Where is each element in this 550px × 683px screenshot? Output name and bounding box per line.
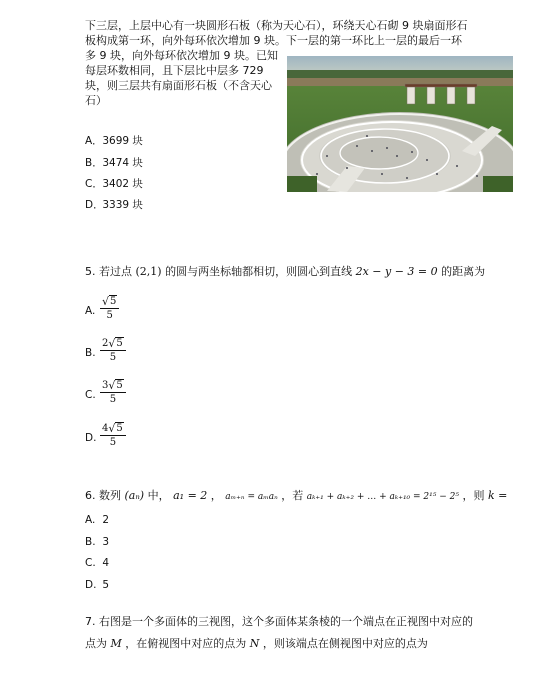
q4-line-4: 每层环数相同，且下层比中层多 729 <box>85 64 264 77</box>
option-label: C. <box>85 557 96 569</box>
denominator: 5 <box>106 310 113 321</box>
q5-suffix: 的距离为 <box>441 265 486 278</box>
q4-line-6: 石） <box>85 94 107 107</box>
q7-text-a: 点为 <box>85 637 107 650</box>
option-text: 2 <box>102 514 110 526</box>
q7-line-2 <box>85 636 428 651</box>
q6-k: k = <box>487 489 508 502</box>
q4-line-3: 多 9 块，向外每环依次增加 9 块。已知 <box>85 49 278 62</box>
q6-stem <box>85 488 507 505</box>
coef: 4 <box>102 423 109 434</box>
q6-option-b[interactable] <box>85 536 109 548</box>
q5-option-a-label[interactable]: A. <box>85 305 96 317</box>
option-label: D． <box>85 199 104 211</box>
q6-option-c[interactable] <box>85 557 109 569</box>
q6-a1: a₁ = 2 <box>173 489 208 502</box>
q4-option-a[interactable] <box>85 133 143 148</box>
coef: 3 <box>102 380 109 391</box>
radicand: 5 <box>116 338 123 349</box>
q4-option-b[interactable] <box>85 155 143 170</box>
q5-line-equation: 2x − y − 3 = 0 <box>355 265 438 278</box>
coef: 2 <box>102 338 109 349</box>
denominator: 5 <box>109 352 117 363</box>
q7-text-b: ，在俯视图中对应的点为 <box>125 637 247 650</box>
q4-line-2: 板构成第一环，向外每环依次增加 9 块。下一层的第一环比上一层的最后一环 <box>85 34 462 47</box>
radicand: 5 <box>116 423 123 434</box>
q4-line-1: 下三层，上层中心有一块圆形石板（称为天心石），环绕天心石砌 9 块扇面形石 <box>85 19 468 32</box>
option-text: 3402 块 <box>102 178 143 190</box>
q4-option-c[interactable] <box>85 176 143 191</box>
option-label: A. <box>85 514 96 526</box>
q7-point-n: N <box>249 637 260 650</box>
option-label: A． <box>85 135 103 147</box>
q6-sum-equation: aₖ₊₁ + aₖ₊₂ + … + aₖ₊₁₀ = 2¹⁵ − 2⁵ <box>306 492 459 502</box>
q5-option-c-fraction <box>100 379 126 406</box>
q6-sequence: (aₙ) <box>124 489 145 502</box>
option-text: 3339 块 <box>102 199 143 211</box>
denominator: 5 <box>109 437 117 448</box>
q6-text-1: 中， <box>147 489 170 502</box>
q7-point-m: M <box>110 637 122 650</box>
option-label: B． <box>85 157 103 169</box>
denominator: 5 <box>109 394 117 405</box>
q5-stem <box>85 264 485 279</box>
q6-text-2: ， <box>210 489 222 502</box>
option-label: B. <box>85 536 96 548</box>
option-text: 5 <box>102 579 110 591</box>
q5-mid: 的圆与两坐标轴都相切，则圆心到直线 <box>165 265 353 278</box>
q4-line-5: 块，则三层共有扇面形石板（不含天心 <box>85 79 272 92</box>
option-text: 3 <box>102 536 110 548</box>
q5-option-b-fraction <box>100 337 126 364</box>
q7-text-c: ，则该端点在侧视图中对应的点为 <box>262 637 428 650</box>
q5-option-d-fraction <box>100 422 126 449</box>
q6-text-4: ，则 <box>462 489 485 502</box>
option-text: 4 <box>102 557 110 569</box>
option-label: D. <box>85 579 97 591</box>
q5-option-c-label[interactable]: C. <box>85 389 96 401</box>
q6-option-d[interactable] <box>85 579 109 591</box>
q6-option-a[interactable] <box>85 514 109 526</box>
q5-option-b-label[interactable]: B. <box>85 347 96 359</box>
q6-text-3: ，若 <box>281 489 304 502</box>
option-label: C． <box>85 178 103 190</box>
circular-altar-photo <box>287 56 513 192</box>
option-text: 3699 块 <box>102 135 143 147</box>
q5-prefix: 5. 若过点 <box>85 265 132 278</box>
q6-recurrence: aₘ₊ₙ = aₘaₙ <box>225 492 278 502</box>
q5-option-a-fraction <box>100 295 119 322</box>
q7-line-1: 7. 右图是一个多面体的三视图，这个多面体某条棱的一个端点在正视图中对应的 <box>85 615 473 628</box>
radicand: 5 <box>116 380 123 391</box>
q5-point: (2,1) <box>135 265 162 278</box>
q4-option-d[interactable] <box>85 197 143 212</box>
q6-prefix: 6. 数列 <box>85 489 121 502</box>
q5-option-d-label[interactable]: D. <box>85 432 97 444</box>
option-text: 3474 块 <box>102 157 143 169</box>
radicand: 5 <box>110 296 117 307</box>
